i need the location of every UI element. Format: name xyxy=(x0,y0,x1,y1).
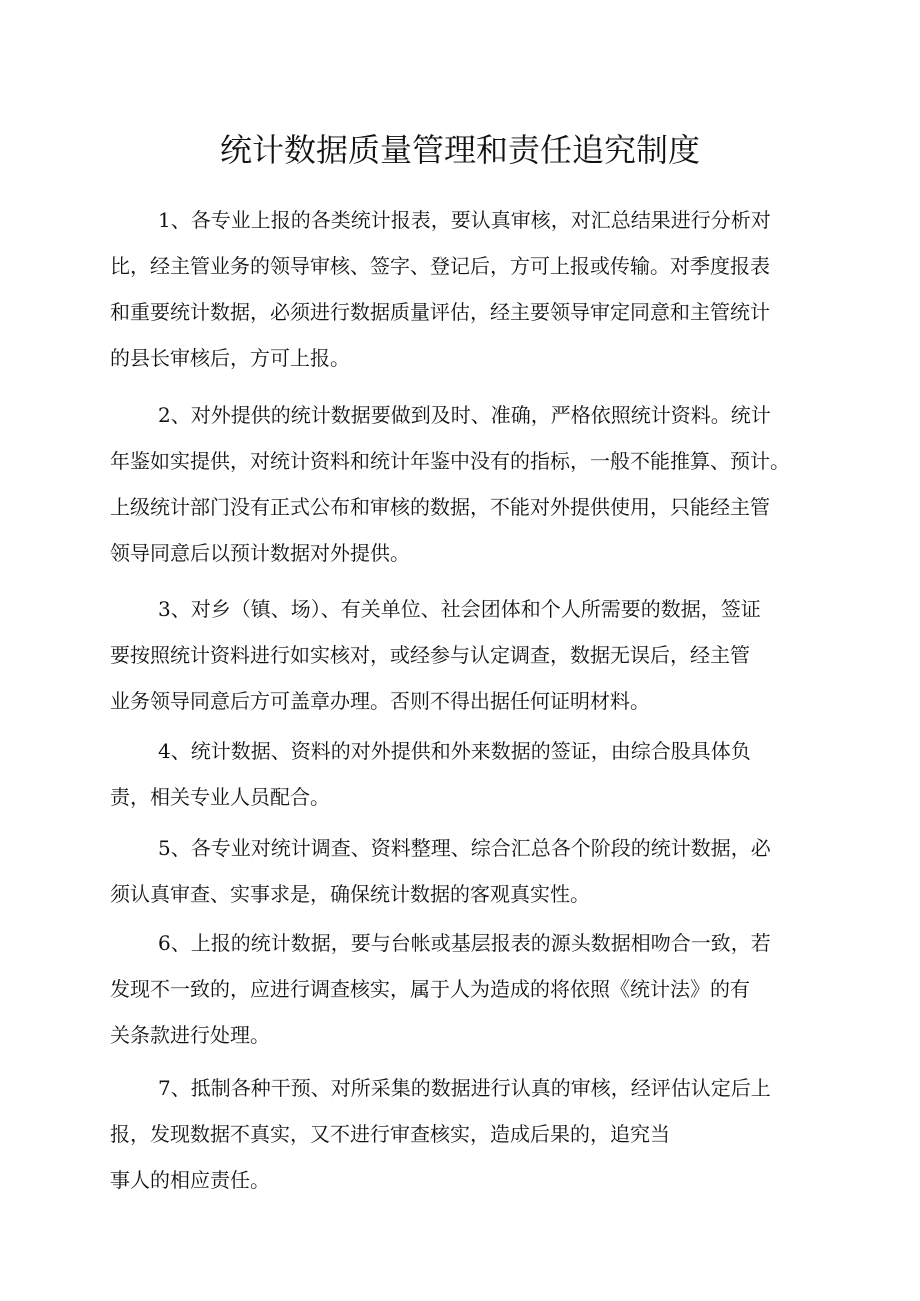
paragraph-line: 5、各专业对统计调查、资料整理、综合汇总各个阶段的统计数据，必 xyxy=(158,836,771,860)
paragraph-line: 责，相关专业人员配合。 xyxy=(110,785,330,809)
paragraph-line: 比，经主管业务的领导审核、签字、登记后，方可上报或传输。对季度报表 xyxy=(110,254,770,278)
paragraph-line: 和重要统计数据，必须进行数据质量评估，经主要领导审定同意和主管统计 xyxy=(110,300,770,324)
paragraph-6 xyxy=(110,920,822,1058)
paragraph-4 xyxy=(110,728,822,820)
paragraph-line: 2、对外提供的统计数据要做到及时、准确，严格依照统计资料。统计 xyxy=(158,403,771,427)
paragraph-line: 关条款进行处理。 xyxy=(110,1023,270,1047)
paragraph-line: 须认真审查、实事求是，确保统计数据的客观真实性。 xyxy=(110,882,590,906)
paragraph-line: 发现不一致的，应进行调查核实，属于人为造成的将依照《统计法》的有 xyxy=(110,977,750,1001)
paragraph-3 xyxy=(110,586,822,724)
paragraph-line: 要按照统计资料进行如实核对，或经参与认定调查，数据无误后，经主管 xyxy=(110,643,750,667)
paragraph-line: 业务领导同意后方可盖章办理。否则不得出据任何证明材料。 xyxy=(110,689,650,713)
paragraph-line: 4、统计数据、资料的对外提供和外来数据的签证，由综合股具体负 xyxy=(158,739,751,763)
paragraph-line: 领导同意后以预计数据对外提供。 xyxy=(110,541,410,565)
document-title: 统计数据质量管理和责任追究制度 xyxy=(219,131,700,169)
paragraph-line: 年鉴如实提供，对统计资料和统计年鉴中没有的指标，一般不能推算、预计。 xyxy=(110,449,790,473)
paragraph-2 xyxy=(110,392,822,576)
paragraph-line: 7、抵制各种干预、对所采集的数据进行认真的审核，经评估认定后上 xyxy=(158,1076,771,1100)
paragraph-1 xyxy=(110,197,822,381)
paragraph-line: 6、上报的统计数据，要与台帐或基层报表的源头数据相吻合一致，若 xyxy=(158,931,771,955)
paragraph-line: 3、对乡（镇、场）、有关单位、社会团体和个人所需要的数据，签证 xyxy=(158,597,761,621)
paragraph-line: 1、各专业上报的各类统计报表，要认真审核，对汇总结果进行分析对 xyxy=(158,208,771,232)
paragraph-line: 报，发现数据不真实，又不进行审查核实，造成后果的，追究当 xyxy=(110,1122,670,1146)
paragraph-7 xyxy=(110,1065,822,1203)
paragraph-5 xyxy=(110,825,822,917)
paragraph-line: 上级统计部门没有正式公布和审核的数据，不能对外提供使用，只能经主管 xyxy=(110,495,770,519)
paragraph-line: 事人的相应责任。 xyxy=(110,1168,270,1192)
paragraph-line: 的县长审核后，方可上报。 xyxy=(110,346,350,370)
